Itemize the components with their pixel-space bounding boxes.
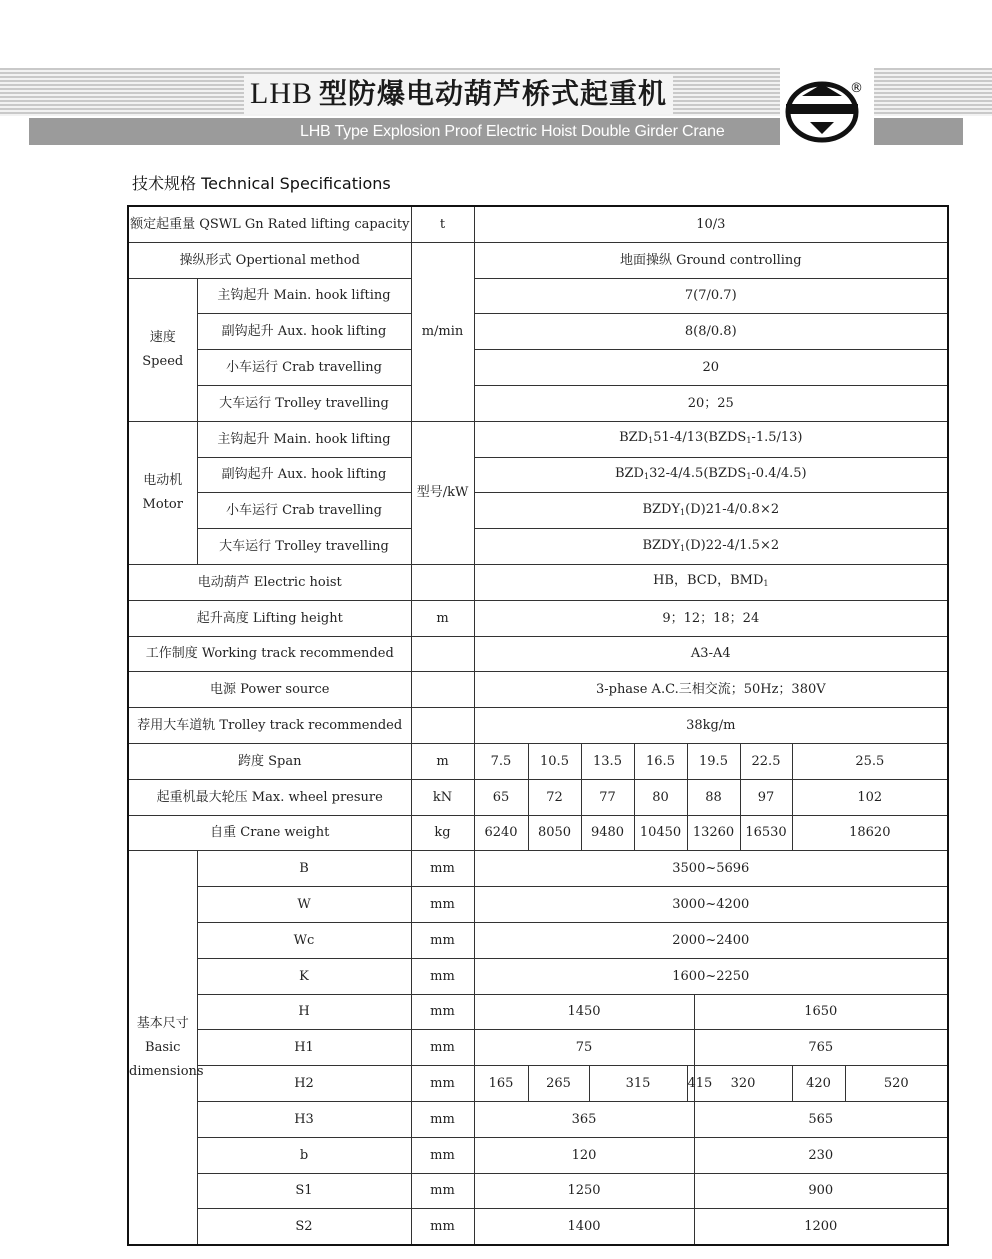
hoist-v1: HB，BCD，BMD — [653, 573, 764, 589]
height-label: 起升高度 Lifting height — [128, 600, 411, 636]
speed-crab-label: 小车运行 Crab travelling — [197, 350, 411, 386]
hoist-sub1: 1 — [763, 579, 769, 589]
motor-aux-v2: 32-4/4.5(BZDS — [649, 465, 747, 481]
motor-crab-sub1: 1 — [680, 507, 686, 517]
row-motor-crab — [128, 493, 948, 529]
motor-main-value — [474, 421, 948, 457]
dim-H-unit: mm — [411, 994, 474, 1030]
dims-group — [128, 851, 204, 1245]
duty-label: 工作制度 Working track recommended — [128, 636, 411, 672]
dim-S2-label: S2 — [197, 1209, 411, 1245]
dim-H1-label: H1 — [197, 1030, 411, 1066]
motor-main-sub2: 1 — [746, 436, 752, 446]
row-dim-B — [128, 851, 948, 887]
dim-H1-value-b: 765 — [694, 1030, 948, 1066]
weight-value: 8050 — [528, 815, 581, 851]
row-dim-Wc — [128, 922, 948, 958]
dim-H2-label: H2 — [197, 1066, 411, 1102]
dims-group-en1: Basic — [145, 1039, 181, 1055]
span-label: 跨度 Span — [128, 743, 411, 779]
track-value: 38kg/m — [474, 708, 948, 744]
wheel-value: 77 — [581, 779, 634, 815]
motor-crab-v1: BZDY — [642, 501, 681, 517]
span-value: 13.5 — [581, 743, 634, 779]
company-logo — [782, 76, 872, 144]
row-motor-trolley — [128, 529, 948, 565]
hoist-value — [474, 564, 948, 600]
registered-mark: ® — [850, 81, 863, 96]
track-unit — [411, 708, 474, 744]
row-dim-H3 — [128, 1101, 948, 1137]
span-value: 10.5 — [528, 743, 581, 779]
row-dim-W — [128, 887, 948, 923]
dim-S1-value-b: 900 — [694, 1173, 948, 1209]
dims-group-zh: 基本尺寸 — [136, 1015, 189, 1031]
dim-H2-value: 165 — [474, 1066, 528, 1102]
speed-group-en: Speed — [142, 353, 184, 369]
dim-b-label: b — [197, 1137, 411, 1173]
motor-trolley-v2: (D)22-4/1.5×2 — [685, 537, 780, 553]
row-duty — [128, 636, 948, 672]
dim-Wc-unit: mm — [411, 922, 474, 958]
duty-value: A3-A4 — [474, 636, 948, 672]
dim-S1-unit: mm — [411, 1173, 474, 1209]
track-label: 荐用大车道轨 Trolley track recommended — [128, 708, 411, 744]
motor-main-label: 主钩起升 Main. hook lifting — [197, 421, 411, 457]
motor-main-v3: -1.5/13) — [751, 430, 803, 446]
power-label: 电源 Power source — [128, 672, 411, 708]
row-method — [128, 242, 948, 278]
dim-H2-value: 520 — [845, 1066, 948, 1102]
motor-group — [128, 421, 197, 564]
motor-trolley-value — [474, 529, 948, 565]
dim-H1-unit: mm — [411, 1030, 474, 1066]
weight-value: 10450 — [634, 815, 687, 851]
dim-H3-unit: mm — [411, 1101, 474, 1137]
dim-K-value: 1600~2250 — [474, 958, 948, 994]
speed-aux-value: 8(8/0.8) — [474, 314, 948, 350]
span-value: 25.5 — [792, 743, 948, 779]
dim-H-value-b: 1650 — [694, 994, 948, 1030]
row-dim-H2 — [128, 1066, 948, 1102]
dim-W-value: 3000~4200 — [474, 887, 948, 923]
method-label: 操纵形式 Opertional method — [128, 242, 411, 278]
motor-main-v1: BZD — [619, 430, 649, 446]
weight-value: 18620 — [792, 815, 948, 851]
speed-aux-label: 副钩起升 Aux. hook lifting — [197, 314, 411, 350]
dim-B-label: B — [197, 851, 411, 887]
weight-value: 6240 — [474, 815, 528, 851]
row-dim-H1 — [128, 1030, 948, 1066]
motor-aux-label: 副钩起升 Aux. hook lifting — [197, 457, 411, 493]
spec-table — [127, 205, 949, 1246]
motor-aux-v1: BZD — [614, 465, 644, 481]
row-dim-b — [128, 1137, 948, 1173]
row-wheel — [128, 779, 948, 815]
motor-aux-sub1: 1 — [643, 471, 650, 481]
wheel-value: 88 — [687, 779, 740, 815]
speed-main-value: 7(7/0.7) — [474, 278, 948, 314]
dim-H3-value-b: 565 — [694, 1101, 948, 1137]
dim-H2-unit: mm — [411, 1066, 474, 1102]
row-speed-trolley — [128, 385, 948, 421]
motor-trolley-label: 大车运行 Trolley travelling — [197, 529, 411, 565]
motor-main-v2: 51-4/13(BZDS — [653, 430, 747, 446]
wheel-value: 72 — [528, 779, 581, 815]
capacity-value: 10/3 — [474, 206, 948, 242]
dim-H-value-a: 1450 — [474, 994, 694, 1030]
title-chinese — [244, 74, 673, 114]
dim-b-unit: mm — [411, 1137, 474, 1173]
dim-W-unit: mm — [411, 887, 474, 923]
speed-group — [128, 278, 197, 421]
span-value: 22.5 — [740, 743, 792, 779]
motor-trolley-sub1: 1 — [680, 543, 686, 553]
speed-main-label: 主钩起升 Main. hook lifting — [197, 278, 411, 314]
motor-group-zh: 电动机 — [143, 472, 183, 488]
dim-B-value: 3500~5696 — [474, 851, 948, 887]
speed-trolley-label: 大车运行 Trolley travelling — [197, 385, 411, 421]
row-dim-H — [128, 994, 948, 1030]
wheel-value: 65 — [474, 779, 528, 815]
weight-value: 13260 — [687, 815, 740, 851]
row-speed-main — [128, 278, 948, 314]
dim-H2-value: 420 — [792, 1066, 845, 1102]
title-english: LHB Type Explosion Proof Electric Hoist Double Girder Crane — [300, 123, 725, 140]
speed-trolley-value: 20；25 — [474, 385, 948, 421]
motor-crab-v2: (D)21-4/0.8×2 — [685, 501, 780, 517]
capacity-label: 额定起重量 QSWL Gn Rated lifting capacity — [128, 206, 411, 242]
row-track — [128, 708, 948, 744]
motor-main-sub1: 1 — [648, 436, 654, 446]
motor-group-en: Motor — [142, 496, 183, 512]
dim-W-label: W — [197, 887, 411, 923]
hoist-unit — [411, 564, 474, 600]
span-value: 19.5 — [687, 743, 740, 779]
row-power — [128, 672, 948, 708]
dim-Wc-value: 2000~2400 — [474, 922, 948, 958]
dims-group-en2: dimensions — [129, 1063, 204, 1079]
dim-b-value-a: 120 — [474, 1137, 694, 1173]
dim-S2-value-a: 1400 — [474, 1209, 694, 1245]
dim-S1-label: S1 — [197, 1173, 411, 1209]
dim-S2-unit: mm — [411, 1209, 474, 1245]
span-value: 16.5 — [634, 743, 687, 779]
row-motor-aux — [128, 457, 948, 493]
dim-S2-value-b: 1200 — [694, 1209, 948, 1245]
dim-H2-value: 415 — [687, 1066, 694, 1102]
wheel-unit: kN — [411, 779, 474, 815]
span-value: 7.5 — [474, 743, 528, 779]
wheel-value: 80 — [634, 779, 687, 815]
row-speed-crab — [128, 350, 948, 386]
motor-crab-label: 小车运行 Crab travelling — [197, 493, 411, 529]
power-unit — [411, 672, 474, 708]
dim-Wc-label: Wc — [197, 922, 411, 958]
row-speed-aux — [128, 314, 948, 350]
capacity-unit: t — [411, 206, 474, 242]
height-value: 9；12；18；24 — [474, 600, 948, 636]
dim-S1-value-a: 1250 — [474, 1173, 694, 1209]
row-span — [128, 743, 948, 779]
motor-crab-value — [474, 493, 948, 529]
row-capacity — [128, 206, 948, 242]
row-dim-S2 — [128, 1209, 948, 1245]
dim-H2-value: 265 — [528, 1066, 589, 1102]
wheel-label: 起重机最大轮压 Max. wheel presure — [128, 779, 411, 815]
dim-B-unit: mm — [411, 851, 474, 887]
dim-H1-value-a: 75 — [474, 1030, 694, 1066]
speed-unit: m/min — [411, 242, 474, 421]
weight-unit: kg — [411, 815, 474, 851]
motor-unit: 型号/kW — [411, 421, 474, 564]
header-stripes-right — [874, 68, 992, 116]
row-height — [128, 600, 948, 636]
hoist-label: 电动葫芦 Electric hoist — [128, 564, 411, 600]
dim-K-label: K — [197, 958, 411, 994]
wheel-value: 102 — [792, 779, 948, 815]
title-zh-text: 型防爆电动葫芦桥式起重机 — [319, 77, 668, 110]
weight-value: 16530 — [740, 815, 792, 851]
dim-H3-label: H3 — [197, 1101, 411, 1137]
speed-crab-value: 20 — [474, 350, 948, 386]
motor-trolley-v1: BZDY — [642, 537, 681, 553]
duty-unit — [411, 636, 474, 672]
section-heading: 技术规格 Technical Specifications — [132, 174, 391, 193]
method-value: 地面操纵 Ground controlling — [474, 242, 948, 278]
height-unit: m — [411, 600, 474, 636]
row-dim-S1 — [128, 1173, 948, 1209]
wheel-value: 97 — [740, 779, 792, 815]
row-motor-main — [128, 421, 948, 457]
power-value: 3-phase A.C.三相交流；50Hz；380V — [474, 672, 948, 708]
motor-aux-v3: -0.4/4.5) — [751, 465, 807, 481]
row-dim-K — [128, 958, 948, 994]
header-subbar-right — [874, 118, 963, 145]
row-hoist — [128, 564, 948, 600]
dim-H3-value-a: 365 — [474, 1101, 694, 1137]
dim-K-unit: mm — [411, 958, 474, 994]
motor-aux-value — [474, 457, 948, 493]
dim-b-value-b: 230 — [694, 1137, 948, 1173]
title-prefix: LHB — [250, 77, 313, 110]
row-weight — [128, 815, 948, 851]
dim-H-label: H — [197, 994, 411, 1030]
span-unit: m — [411, 743, 474, 779]
weight-label: 自重 Crane weight — [128, 815, 411, 851]
speed-group-zh: 速度 — [149, 329, 176, 345]
motor-aux-sub2: 1 — [746, 471, 752, 481]
weight-value: 9480 — [581, 815, 634, 851]
dim-H2-value: 320 — [694, 1066, 792, 1102]
dim-H2-value: 315 — [589, 1066, 687, 1102]
